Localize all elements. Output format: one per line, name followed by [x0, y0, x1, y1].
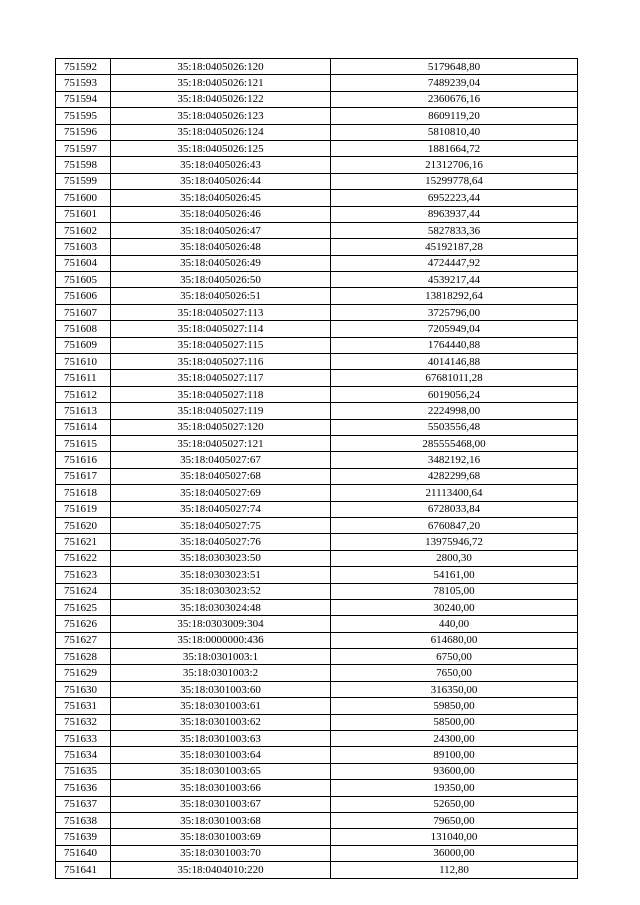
row-number-cell: 751594 — [56, 91, 111, 107]
table-row — [56, 763, 578, 779]
table-row — [56, 222, 578, 238]
value-cell: 7489239,04 — [331, 75, 578, 91]
cadastral-number-cell: 35:18:0301003:60 — [111, 681, 331, 697]
row-number-cell: 751597 — [56, 140, 111, 156]
cadastral-number-cell: 35:18:0301003:64 — [111, 747, 331, 763]
value-cell: 5179648,80 — [331, 59, 578, 75]
row-number-cell: 751613 — [56, 403, 111, 419]
cadastral-number-cell: 35:18:0301003:1 — [111, 649, 331, 665]
row-number-cell: 751605 — [56, 272, 111, 288]
table-row — [56, 698, 578, 714]
row-number-cell: 751606 — [56, 288, 111, 304]
row-number-cell: 751595 — [56, 108, 111, 124]
table-row — [56, 190, 578, 206]
cadastral-number-cell: 35:18:0405026:120 — [111, 59, 331, 75]
table-row — [56, 632, 578, 648]
row-number-cell: 751629 — [56, 665, 111, 681]
row-number-cell: 751607 — [56, 304, 111, 320]
row-number-cell: 751600 — [56, 190, 111, 206]
cadastral-number-cell: 35:18:0405026:47 — [111, 222, 331, 238]
table-row — [56, 812, 578, 828]
table-row — [56, 435, 578, 451]
table-body — [56, 59, 578, 879]
table-row — [56, 731, 578, 747]
table-row — [56, 829, 578, 845]
cadastral-number-cell: 35:18:0405026:49 — [111, 255, 331, 271]
row-number-cell: 751620 — [56, 517, 111, 533]
row-number-cell: 751602 — [56, 222, 111, 238]
cadastral-number-cell: 35:18:0303023:52 — [111, 583, 331, 599]
value-cell: 45192187,28 — [331, 239, 578, 255]
cadastral-number-cell: 35:18:0405026:123 — [111, 108, 331, 124]
cadastral-number-cell: 35:18:0301003:68 — [111, 812, 331, 828]
table-row — [56, 485, 578, 501]
row-number-cell: 751592 — [56, 59, 111, 75]
value-cell: 316350,00 — [331, 681, 578, 697]
table-row — [56, 714, 578, 730]
value-cell: 4282299,68 — [331, 468, 578, 484]
value-cell: 6760847,20 — [331, 517, 578, 533]
cadastral-number-cell: 35:18:0405026:44 — [111, 173, 331, 189]
table-row — [56, 534, 578, 550]
row-number-cell: 751593 — [56, 75, 111, 91]
table-row — [56, 140, 578, 156]
value-cell: 2224998,00 — [331, 403, 578, 419]
value-cell: 4539217,44 — [331, 272, 578, 288]
cadastral-number-cell: 35:18:0301003:2 — [111, 665, 331, 681]
table-row — [56, 75, 578, 91]
cadastral-number-cell: 35:18:0303023:51 — [111, 567, 331, 583]
value-cell: 2360676,16 — [331, 91, 578, 107]
value-cell: 5810810,40 — [331, 124, 578, 140]
value-cell: 15299778,64 — [331, 173, 578, 189]
row-number-cell: 751608 — [56, 321, 111, 337]
value-cell: 59850,00 — [331, 698, 578, 714]
table-row — [56, 665, 578, 681]
table-row — [56, 796, 578, 812]
cadastral-number-cell: 35:18:0303023:50 — [111, 550, 331, 566]
row-number-cell: 751624 — [56, 583, 111, 599]
table-row — [56, 288, 578, 304]
row-number-cell: 751619 — [56, 501, 111, 517]
row-number-cell: 751640 — [56, 845, 111, 861]
value-cell: 13975946,72 — [331, 534, 578, 550]
value-cell: 8963937,44 — [331, 206, 578, 222]
value-cell: 112,80 — [331, 862, 578, 878]
row-number-cell: 751626 — [56, 616, 111, 632]
value-cell: 6750,00 — [331, 649, 578, 665]
cadastral-number-cell: 35:18:0405026:121 — [111, 75, 331, 91]
value-cell: 6019056,24 — [331, 386, 578, 402]
cadastral-number-cell: 35:18:0301003:62 — [111, 714, 331, 730]
value-cell: 52650,00 — [331, 796, 578, 812]
value-cell: 24300,00 — [331, 731, 578, 747]
cadastral-number-cell: 35:18:0405027:117 — [111, 370, 331, 386]
row-number-cell: 751616 — [56, 452, 111, 468]
row-number-cell: 751596 — [56, 124, 111, 140]
value-cell: 4014146,88 — [331, 354, 578, 370]
cadastral-number-cell: 35:18:0405026:125 — [111, 140, 331, 156]
row-number-cell: 751639 — [56, 829, 111, 845]
row-number-cell: 751633 — [56, 731, 111, 747]
table-row — [56, 108, 578, 124]
table-row — [56, 599, 578, 615]
row-number-cell: 751634 — [56, 747, 111, 763]
value-cell: 89100,00 — [331, 747, 578, 763]
cadastral-number-cell: 35:18:0301003:66 — [111, 780, 331, 796]
value-cell: 3482192,16 — [331, 452, 578, 468]
table-row — [56, 304, 578, 320]
table-row — [56, 354, 578, 370]
table-row — [56, 452, 578, 468]
value-cell: 614680,00 — [331, 632, 578, 648]
value-cell: 36000,00 — [331, 845, 578, 861]
value-cell: 79650,00 — [331, 812, 578, 828]
row-number-cell: 751604 — [56, 255, 111, 271]
cadastral-value-table — [55, 58, 578, 879]
value-cell: 30240,00 — [331, 599, 578, 615]
value-cell: 7650,00 — [331, 665, 578, 681]
row-number-cell: 751630 — [56, 681, 111, 697]
value-cell: 6728033,84 — [331, 501, 578, 517]
table-row — [56, 403, 578, 419]
table-row — [56, 124, 578, 140]
row-number-cell: 751623 — [56, 567, 111, 583]
table-row — [56, 59, 578, 75]
cadastral-number-cell: 35:18:0405027:115 — [111, 337, 331, 353]
table-row — [56, 567, 578, 583]
row-number-cell: 751598 — [56, 157, 111, 173]
table-row — [56, 501, 578, 517]
table-row — [56, 550, 578, 566]
value-cell: 78105,00 — [331, 583, 578, 599]
cadastral-number-cell: 35:18:0405027:116 — [111, 354, 331, 370]
cadastral-number-cell: 35:18:0404010:220 — [111, 862, 331, 878]
table-row — [56, 337, 578, 353]
cadastral-number-cell: 35:18:0301003:70 — [111, 845, 331, 861]
cadastral-number-cell: 35:18:0405026:48 — [111, 239, 331, 255]
cadastral-number-cell: 35:18:0405027:68 — [111, 468, 331, 484]
row-number-cell: 751614 — [56, 419, 111, 435]
row-number-cell: 751636 — [56, 780, 111, 796]
row-number-cell: 751615 — [56, 435, 111, 451]
table-row — [56, 91, 578, 107]
row-number-cell: 751627 — [56, 632, 111, 648]
value-cell: 7205949,04 — [331, 321, 578, 337]
row-number-cell: 751641 — [56, 862, 111, 878]
row-number-cell: 751635 — [56, 763, 111, 779]
value-cell: 1881664,72 — [331, 140, 578, 156]
cadastral-number-cell: 35:18:0405027:114 — [111, 321, 331, 337]
value-cell: 19350,00 — [331, 780, 578, 796]
cadastral-number-cell: 35:18:0405027:74 — [111, 501, 331, 517]
table-row — [56, 616, 578, 632]
row-number-cell: 751631 — [56, 698, 111, 714]
value-cell: 4724447,92 — [331, 255, 578, 271]
row-number-cell: 751637 — [56, 796, 111, 812]
value-cell: 58500,00 — [331, 714, 578, 730]
value-cell: 67681011,28 — [331, 370, 578, 386]
row-number-cell: 751621 — [56, 534, 111, 550]
row-number-cell: 751638 — [56, 812, 111, 828]
table-row — [56, 386, 578, 402]
cadastral-number-cell: 35:18:0405027:75 — [111, 517, 331, 533]
table-row — [56, 272, 578, 288]
table-row — [56, 468, 578, 484]
value-cell: 21113400,64 — [331, 485, 578, 501]
value-cell: 21312706,16 — [331, 157, 578, 173]
value-cell: 440,00 — [331, 616, 578, 632]
value-cell: 5827833,36 — [331, 222, 578, 238]
row-number-cell: 751603 — [56, 239, 111, 255]
row-number-cell: 751617 — [56, 468, 111, 484]
table-row — [56, 321, 578, 337]
value-cell: 8609119,20 — [331, 108, 578, 124]
value-cell: 285555468,00 — [331, 435, 578, 451]
cadastral-number-cell: 35:18:0405026:45 — [111, 190, 331, 206]
row-number-cell: 751599 — [56, 173, 111, 189]
cadastral-number-cell: 35:18:0405027:121 — [111, 435, 331, 451]
table-row — [56, 255, 578, 271]
row-number-cell: 751622 — [56, 550, 111, 566]
table-row — [56, 517, 578, 533]
value-cell: 131040,00 — [331, 829, 578, 845]
row-number-cell: 751618 — [56, 485, 111, 501]
table-row — [56, 419, 578, 435]
value-cell: 54161,00 — [331, 567, 578, 583]
value-cell: 3725796,00 — [331, 304, 578, 320]
value-cell: 1764440,88 — [331, 337, 578, 353]
cadastral-number-cell: 35:18:0405027:67 — [111, 452, 331, 468]
table-row — [56, 370, 578, 386]
cadastral-number-cell: 35:18:0301003:65 — [111, 763, 331, 779]
table-row — [56, 206, 578, 222]
table-row — [56, 583, 578, 599]
table-row — [56, 239, 578, 255]
value-cell: 2800,30 — [331, 550, 578, 566]
row-number-cell: 751625 — [56, 599, 111, 615]
row-number-cell: 751628 — [56, 649, 111, 665]
cadastral-number-cell: 35:18:0405026:122 — [111, 91, 331, 107]
value-cell: 5503556,48 — [331, 419, 578, 435]
row-number-cell: 751632 — [56, 714, 111, 730]
row-number-cell: 751611 — [56, 370, 111, 386]
cadastral-number-cell: 35:18:0405027:69 — [111, 485, 331, 501]
cadastral-number-cell: 35:18:0405027:120 — [111, 419, 331, 435]
table-row — [56, 681, 578, 697]
cadastral-number-cell: 35:18:0301003:69 — [111, 829, 331, 845]
table-row — [56, 862, 578, 878]
cadastral-number-cell: 35:18:0405027:118 — [111, 386, 331, 402]
cadastral-number-cell: 35:18:0405026:46 — [111, 206, 331, 222]
row-number-cell: 751601 — [56, 206, 111, 222]
table-row — [56, 173, 578, 189]
table-row — [56, 747, 578, 763]
cadastral-number-cell: 35:18:0405026:50 — [111, 272, 331, 288]
value-cell: 93600,00 — [331, 763, 578, 779]
row-number-cell: 751610 — [56, 354, 111, 370]
cadastral-number-cell: 35:18:0301003:67 — [111, 796, 331, 812]
cadastral-number-cell: 35:18:0301003:63 — [111, 731, 331, 747]
cadastral-number-cell: 35:18:0405027:119 — [111, 403, 331, 419]
cadastral-number-cell: 35:18:0000000:436 — [111, 632, 331, 648]
cadastral-number-cell: 35:18:0405026:51 — [111, 288, 331, 304]
cadastral-number-cell: 35:18:0301003:61 — [111, 698, 331, 714]
row-number-cell: 751612 — [56, 386, 111, 402]
cadastral-number-cell: 35:18:0303024:48 — [111, 599, 331, 615]
cadastral-number-cell: 35:18:0405026:124 — [111, 124, 331, 140]
value-cell: 13818292,64 — [331, 288, 578, 304]
table-row — [56, 157, 578, 173]
table-row — [56, 845, 578, 861]
cadastral-number-cell: 35:18:0405027:113 — [111, 304, 331, 320]
cadastral-number-cell: 35:18:0303009:304 — [111, 616, 331, 632]
table-row — [56, 780, 578, 796]
row-number-cell: 751609 — [56, 337, 111, 353]
value-cell: 6952223,44 — [331, 190, 578, 206]
cadastral-number-cell: 35:18:0405026:43 — [111, 157, 331, 173]
table-row — [56, 649, 578, 665]
cadastral-number-cell: 35:18:0405027:76 — [111, 534, 331, 550]
